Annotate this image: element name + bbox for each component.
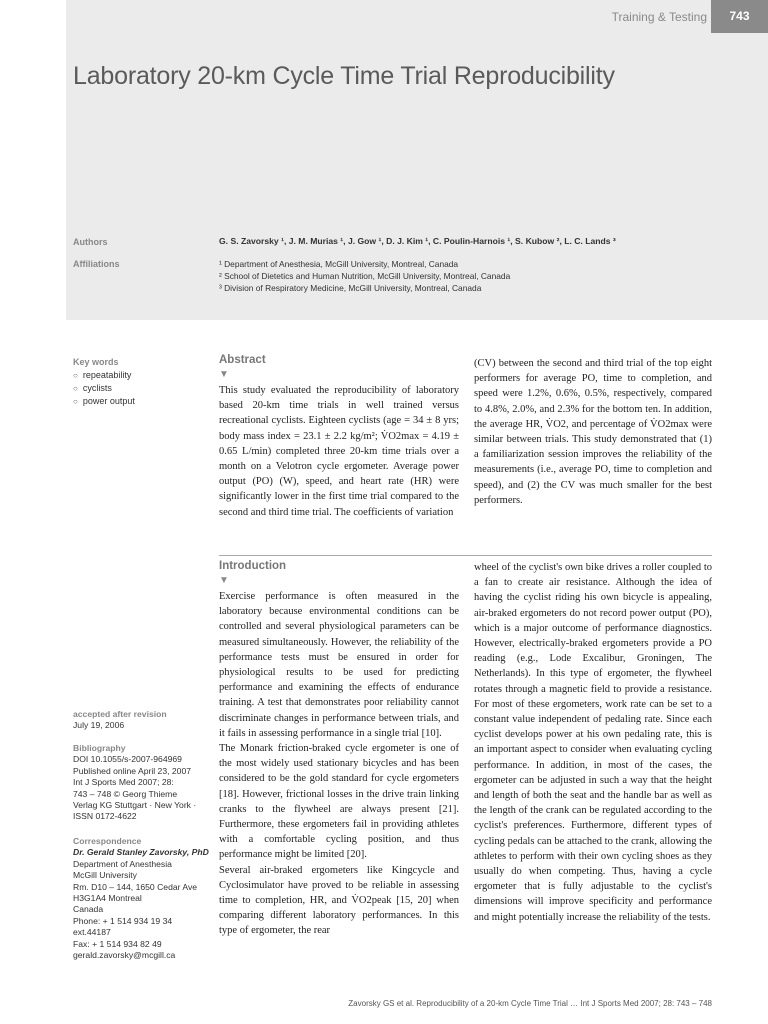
abstract-col-2 — [474, 356, 712, 508]
bibliography-label: Bibliography — [73, 743, 126, 753]
section-label: Training & Testing — [611, 10, 707, 24]
abstract-col-1 — [219, 383, 459, 520]
affiliation-item: ³ Division of Respiratory Medicine, McGill University, Montreal, Canada — [219, 283, 482, 293]
page-footer: Zavorsky GS et al. Reproducibility of a 20-km Cycle Time Trial … Int J Sports Med 2007; 28: 743 – 748 — [348, 999, 712, 1008]
correspondence-line: Fax: + 1 514 934 82 49 — [73, 938, 162, 949]
correspondence-line: Department of Anesthesia — [73, 858, 172, 869]
accepted-block — [73, 709, 213, 732]
affiliation-list — [219, 258, 759, 294]
keyword-item: ○ power output — [73, 395, 135, 408]
triangle-down-icon: ▼ — [219, 575, 229, 586]
correspondence-line: McGill University — [73, 870, 137, 881]
page-number: 743 — [711, 0, 768, 33]
bibliography-line: DOI 10.1055/s-2007-964969 — [73, 754, 182, 765]
correspondence-line: Phone: + 1 514 934 19 34 — [73, 915, 173, 926]
correspondence-label: Correspondence — [73, 836, 142, 846]
affiliation-item: ¹ Department of Anesthesia, McGill University, Montreal, Canada — [219, 259, 459, 269]
bibliography-line: Published online April 23, 2007 — [73, 765, 192, 776]
section-divider — [219, 555, 712, 556]
keyword-item: ○ cyclists — [73, 382, 135, 395]
abstract-heading: Abstract — [219, 354, 266, 366]
triangle-down-icon: ▼ — [219, 369, 229, 380]
affiliation-item: ² School of Dietetics and Human Nutrition, McGill University, Montreal, Canada — [219, 271, 511, 281]
intro-col-1 — [219, 589, 459, 939]
intro-paragraph: wheel of the cyclist's own bike drives a roller coupled to a fan to create air resistance. Although the idea of having the cyclist riding his own bicycle is appealing, air-braked ergometers do not record power output (PO), which is a major outcome of performance diagnostics. However, electrically-braked ergometers provide a PO reading (e.g., Lode Excalibur, Groningen, The Netherlands). In this type of ergometer, the flywheel rotates through a magnetic field to provide a resistance. For most of these ergometers, work rate can be set to a constant value independent of pedaling rate. Since each cyclist develops power at his own pedaling rate, this is an important aspect to consider when evaluating cycling performance. In addition, in most of the cases, the ergometer can be adjusted in such a way that the height and length of both the seat and the handle bar as well as the length of the crank can be regulated according to the cyclist's preferences. Furthermore, different types of cycling pedals can be attached to the crank, allowing the athletes to perform with their own cycling shoes as they usually do when competing. Thus, having a cycle ergometer that is fully adjustable to the cyclist's dimensions will improve specificity and performance and might potentially increase the reliability of the tests. — [474, 562, 712, 923]
bibliography-line: 743 – 748 © Georg Thieme — [73, 788, 178, 799]
correspondence-line: ext.44187 — [73, 927, 111, 938]
introduction-heading: Introduction — [219, 560, 287, 572]
article-title: Laboratory 20-km Cycle Time Trial Reproducibility — [73, 62, 615, 90]
abstract-text-2: (CV) between the second and third trial of the top eight performers for average PO, time to completion, and speed were 1.2%, 0.6%, 0.5%, respectively, compared to 4.8%, 2.0%, and 2.3% for the bottom ten. In addition, the average HR, V̇O2, and percentage of V̇O2max were similar between trials. This study demonstrated that (1) a familiarization session improves the reliability of the measurements (i.e., average PO, time to completion and speed), and (2) the CV was much smaller for the best performers. — [474, 358, 712, 506]
authors-label: Authors — [73, 237, 108, 247]
correspondence-block — [73, 836, 213, 961]
correspondence-email[interactable]: gerald.zavorsky@mcgill.ca — [73, 950, 176, 961]
correspondence-line: Rm. D10 – 144, 1650 Cedar Ave — [73, 881, 198, 892]
keyword-list — [73, 369, 135, 408]
affiliations-label: Affiliations — [73, 259, 120, 269]
intro-paragraph: Exercise performance is often measured in the laboratory because environmental conditions can be controlled and several physiological parameters can be measured simultaneously. However, the reliability of the performance tests must be ensured in order for physiological results to be used for predicting performance and examining the effects of endurance training. A test that demonstrates poor reliability cannot discriminate changes in performance between trials, and it fails in assessing performance in a single trial [10]. — [219, 591, 459, 739]
keyword-item: ○ repeatability — [73, 369, 135, 382]
intro-col-2 — [474, 560, 712, 925]
intro-paragraph: The Monark friction-braked cycle ergometer is one of the most widely used stationary bicycles and has been considered to be the gold standard for cycle ergometers [18]. However, frictional losses in the drive train linking cranks to the flywheel are always present [21]. Furthermore, these ergometers fail in providing athletes with a comfortable cycling position, and thus performance might be limited [20]. — [219, 743, 459, 861]
abstract-text-1: This study evaluated the reproducibility of laboratory based 20-km time trials in well trained versus recreational cyclists. Eighteen cyclists (age = 34 ± 8 yrs; body mass index = 23.1 ± 2.2 kg/m²; V̇O2max = 4.19 ± 0.65 L/min) completed three 20-km time trials over a month on a Velotron cycle ergometer. Average power output (PO) (W), speed, and heart rate (HR) were significantly lower in the first time trial compared to the second and third time trial. The coefficients of variation — [219, 385, 459, 518]
intro-paragraph: Several air-braked ergometers like Kingcycle and Cyclosimulator have proved to be reliable in assessing time to completion, HR, and V̇O2peak [15, 20] when comparing different laboratory performances. In this type of ergometer, the rear — [219, 864, 459, 937]
bibliography-block — [73, 743, 213, 823]
keywords-label: Key words — [73, 357, 119, 367]
correspondence-name: Dr. Gerald Stanley Zavorsky, PhD — [73, 847, 209, 858]
correspondence-line: H3G1A4 Montreal — [73, 893, 142, 904]
accepted-label: accepted after revision — [73, 709, 167, 719]
correspondence-line: Canada — [73, 904, 104, 915]
bibliography-line: Verlag KG Stuttgart · New York · — [73, 800, 197, 811]
author-list: G. S. Zavorsky ¹, J. M. Murias ¹, J. Gow ¹, D. J. Kim ¹, C. Poulin-Harnois ¹, S. Kubow ², L. C. Lands ³ — [219, 236, 616, 246]
bibliography-line: Int J Sports Med 2007; 28: — [73, 777, 174, 788]
accepted-date: July 19, 2006 — [73, 720, 125, 731]
bibliography-line: ISSN 0172-4622 — [73, 811, 137, 822]
